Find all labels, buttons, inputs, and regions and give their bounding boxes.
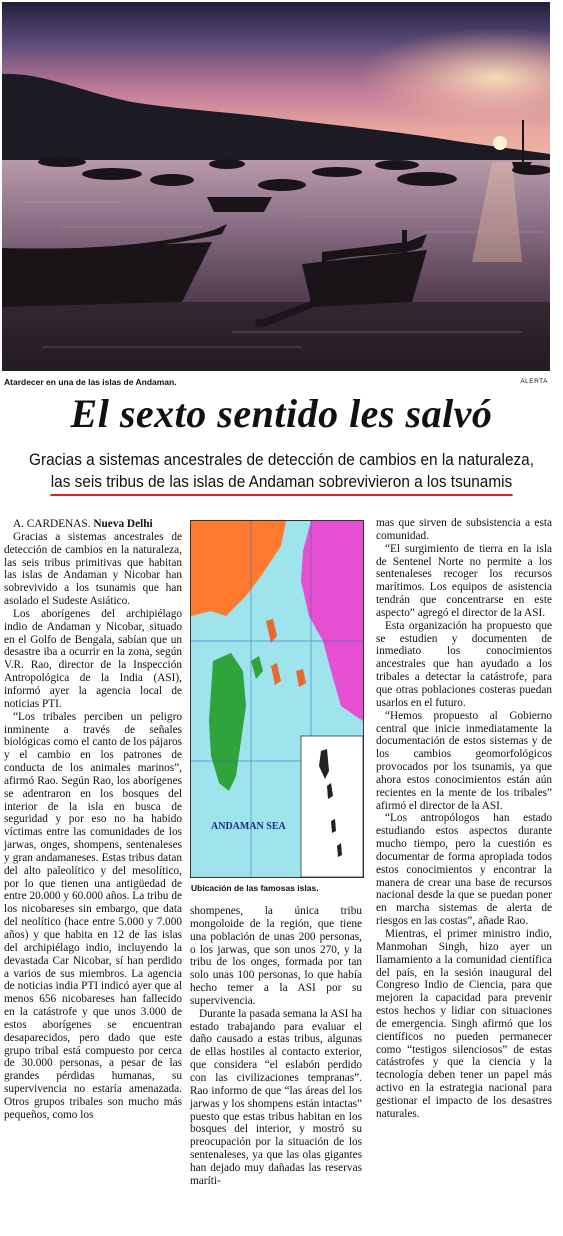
article-paragraph: Gracias a sistemas ancestrales de detección de cambios en la naturaleza, las seis tribus primitivas que habitan las islas de Andaman y Nicobar han sobrevivido a los tsunamis que han asolado el Sudeste Asiático. — [4, 530, 182, 608]
article-column-1 — [4, 518, 182, 1122]
byline-author: A. CARDENAS. — [13, 518, 91, 530]
article-paragraph: “Los tribales perciben un peligro inminente a través de señales biológicas como el canto de los pájaros y el cambio en los patrones de conducta de los animales marinos”, afirmó Rao. Según Rao, los aborígenes se adentraron en los bosques del interior de la isla en busca de seguridad y por eso no ha habido víctimas entre las comunidades de los jarwas, onges, shompens, sentenaleses y gran andamaneses. Estas tribus datan del alto paleolítico y del mesolítico, por lo que tienen una antigüedad de entre 20.000 y 60.000 años. La tribu de los nicobareses sin embargo, que data del neolítico (hace entre 5.000 y 7.000 años) y que habita en 12 de las islas del archipiélago indio, incluyendo la devastada Car Nicobar, sí han perdido a varios de sus miembros. La agencia de noticias india PTI indicó ayer que al menos 656 nicobareses han fallecido en la catástrofe y que unos 3.000 de estos aborígenes se encuentran desaparecidos, pero dado que este grupo tribal está compuesto por cerca de 30.000 personas, a pesar de las grandes pérdidas humanas, su supervivencia no estaría amenazada. Otros grupos tribales son mucho más pequeños, como los — [4, 710, 182, 1121]
article-column-2 — [190, 905, 362, 1188]
article-paragraph: “Los antropólogos han estado estudiando estos aspectos durante mucho tiempo, pero la cuestión es documentar de forma apropiada todos estos conocimientos y encontrar la manera de crear una base de recursos nacional desde la que se puedan poner en marcha sistemas de alerta de riesgos en las costas”, añade Rao. — [376, 812, 552, 928]
article-paragraph: Los aborígenes del archipiélago indio de Andaman y Nicobar, situado en el Golfo de Bengala, sabían que un desastre iba a ocurrir en la zona, según V.R. Rao, director de la Inspección Antropológica de la India (ASI), informó ayer la agencia local de noticias PTI. — [4, 607, 182, 710]
subhead — [20, 449, 544, 496]
article-paragraph: Esta organización ha propuesto que se estudien y documenten de inmediato los conocimientos ancestrales que han ayudado a los tribales a detectar la catástrofe, para que otras poblaciones costeras puedan usarlos en el futuro. — [376, 619, 552, 709]
andaman-map — [190, 520, 364, 878]
article-paragraph: “El surgimiento de tierra en la isla de Sentenel Norte no permite a los sentenaleses recoger los recursos marítimos. Los equipos de asistencia tendrán que concentrarse en este aspecto” agregó el director de la ASI. — [376, 542, 552, 619]
article-paragraph: Durante la pasada semana la ASI ha estado trabajando para evaluar el daño causado a estas tribus, algunas de ellas hostiles al contacto exterior, que considera “el eslabón perdido con las civilizaciones tempranas”. Rao informo de que “las áreas del los jarwas y los shompens están intactas” puesto que estas tribus habitan en los bosques del interior, y mostró su preocupación por la situación de los sentenaleses, ya que las olas gigantes han dejado muy dañadas las reservas maríti- — [190, 1007, 362, 1187]
map-caption: Ubicación de las famosas islas. — [191, 883, 319, 893]
photo-credit: ALERTA — [520, 378, 548, 385]
sunset-photo — [2, 2, 550, 371]
article-paragraph: mas que sirven de subsistencia a esta comunidad. — [376, 517, 552, 542]
article-paragraph: “Hemos propuesto al Gobierno central que inicie inmediatamente la documentación de estos sistemas y de los cambios geomorfológicos provocados por los tsunamis, ya que ahora estos conocimientos están aún recientes en la mente de los tribales” afirmó el director de la ASI. — [376, 709, 552, 812]
byline-city: Nueva Delhi — [93, 518, 153, 530]
subhead-line-2: las seis tribus de las islas de Andaman sobrevivieron a los tsunamis — [51, 471, 512, 496]
article-column-3 — [376, 517, 552, 1121]
headline: El sexto sentido les salvó — [70, 391, 493, 436]
subhead-line-1: Gracias a sistemas ancestrales de detección de cambios en la naturaleza, — [29, 451, 534, 469]
map-sea-label: ANDAMAN SEA — [211, 821, 286, 832]
photo-caption: Atardecer en una de las islas de Andaman. — [4, 377, 177, 387]
article-paragraph: Mientras, el primer ministro indio, Manmohan Singh, hizo ayer un llamamiento a la comunidad científica del país, en la sesión inaugural del Congreso Indio de Ciencia, para que mejoren la capacidad para prevenir estos hechos y lidiar con situaciones de emergencia. Singh afirmó que los científicos no pueden permanecer como “testigos silenciosos” de estas catástrofes y que la ciencia y la tecnología deben tener un papel más activo en la estrategia nacional para gestionar el impacto de los desastres naturales. — [376, 928, 552, 1120]
article-paragraph: shompenes, la única tribu mongoloide de la región, que tiene una población de unas 200 personas, o los jarwas, que son unos 270, y la tribu de los onges, formada por tan solo unas 100 personas, lo que había hecho temer a la ASI por su supervivencia. — [190, 905, 362, 1007]
byline-paragraph — [4, 518, 182, 531]
